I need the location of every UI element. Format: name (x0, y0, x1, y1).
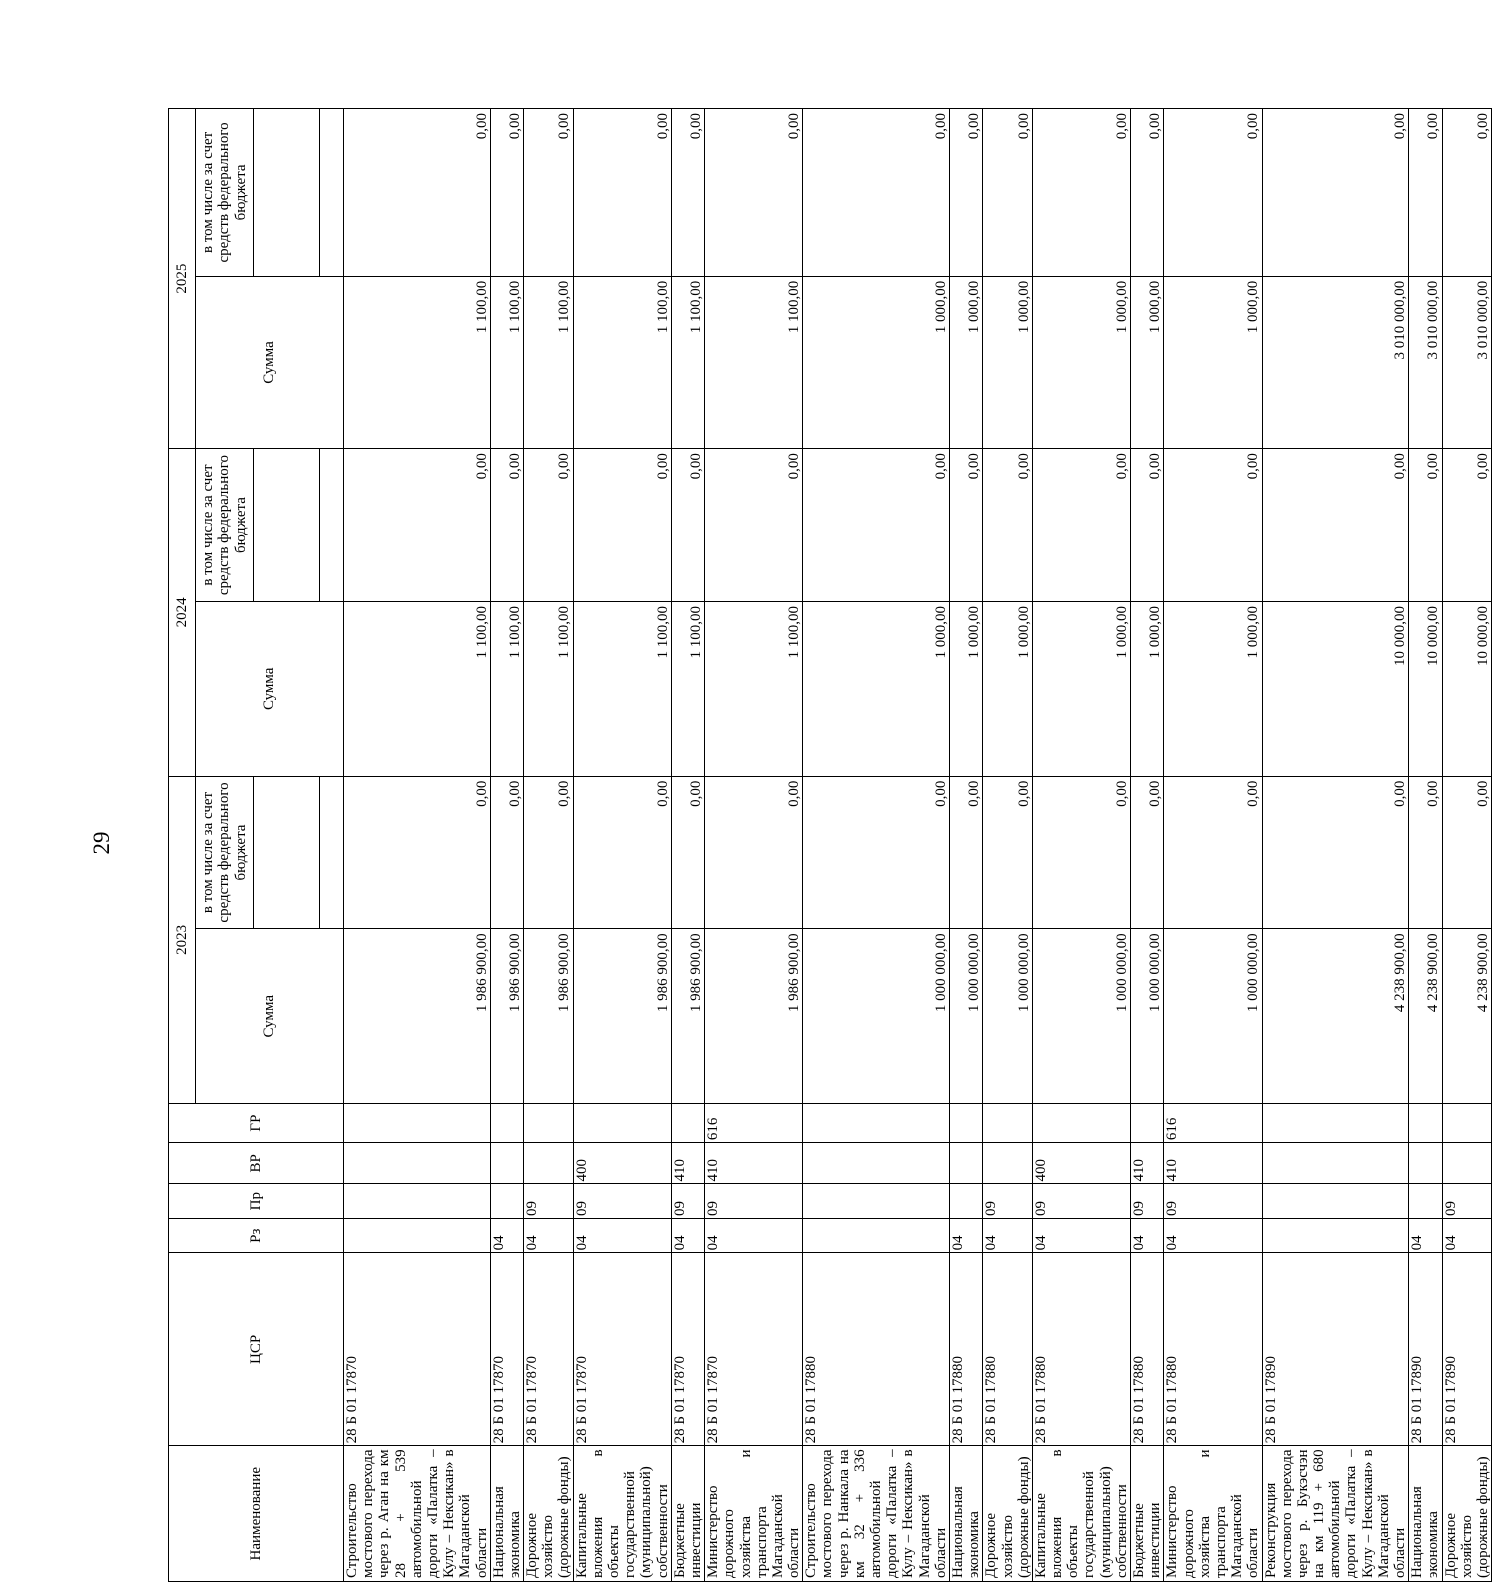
row-sum-2025: 1 100,00 (490, 276, 523, 448)
row-sum-2023: 1 986 900,00 (524, 929, 574, 1104)
row-pr: 09 (705, 1184, 803, 1218)
row-rz (803, 1218, 950, 1252)
row-rz: 04 (573, 1218, 671, 1252)
table-row (705, 109, 803, 1582)
row-name: Бюджетные инвестиции (671, 1446, 704, 1582)
row-federal-2024: 0,00 (671, 449, 704, 602)
row-federal-2024: 0,00 (490, 449, 523, 602)
row-federal-2025: 0,00 (1131, 109, 1164, 277)
row-vr (949, 1143, 982, 1184)
row-sum-2025: 1 100,00 (344, 276, 491, 448)
table-row (344, 109, 491, 1582)
row-federal-2024: 0,00 (803, 449, 950, 602)
row-name: Национальная экономика (1409, 1446, 1442, 1582)
row-vr (490, 1143, 523, 1184)
row-pr: 09 (524, 1184, 574, 1218)
table-row (949, 109, 982, 1582)
row-sum-2023: 1 986 900,00 (344, 929, 491, 1104)
table-row (803, 109, 950, 1582)
row-name: Капитальные вложения в объекты государственной (муниципальной) собственности (573, 1446, 671, 1582)
row-federal-2024: 0,00 (705, 449, 803, 602)
header-pr: Пр (169, 1184, 344, 1218)
row-sum-2024: 1 100,00 (524, 601, 574, 776)
header-rz: Рз (169, 1218, 344, 1252)
row-federal-2024: 0,00 (1164, 449, 1262, 602)
row-sum-2023: 1 000 000,00 (983, 929, 1033, 1104)
row-rz: 04 (1164, 1218, 1262, 1252)
row-pr: 09 (573, 1184, 671, 1218)
row-federal-2023: 0,00 (524, 776, 574, 929)
row-pr (803, 1184, 950, 1218)
row-federal-2023: 0,00 (949, 776, 982, 929)
row-sum-2024: 1 000,00 (983, 601, 1033, 776)
header-sum: Сумма (196, 276, 344, 448)
row-pr (949, 1184, 982, 1218)
row-sum-2025: 1 100,00 (705, 276, 803, 448)
row-federal-2024: 0,00 (524, 449, 574, 602)
row-federal-2025: 0,00 (490, 109, 523, 277)
row-rz: 04 (705, 1218, 803, 1252)
table-row (490, 109, 523, 1582)
row-vr (803, 1143, 950, 1184)
row-federal-2025: 0,00 (705, 109, 803, 277)
table-row (671, 109, 704, 1582)
row-csr: 28 Б 01 17870 (671, 1253, 704, 1446)
row-csr: 28 Б 01 17880 (1164, 1253, 1262, 1446)
row-sum-2023: 1 986 900,00 (490, 929, 523, 1104)
row-sum-2024: 10 000,00 (1442, 601, 1492, 776)
row-sum-2024: 1 000,00 (1032, 601, 1130, 776)
row-federal-2025: 0,00 (983, 109, 1033, 277)
row-gr (1032, 1104, 1130, 1143)
row-name: Министерство дорожного хозяйства и транспорта Магаданской области (705, 1446, 803, 1582)
row-sum-2025: 3 010 000,00 (1409, 276, 1442, 448)
row-federal-2023: 0,00 (1442, 776, 1492, 929)
row-gr (949, 1104, 982, 1143)
row-federal-2025: 0,00 (1442, 109, 1492, 277)
row-vr (1409, 1143, 1442, 1184)
row-rz: 04 (1131, 1218, 1164, 1252)
row-rz: 04 (1032, 1218, 1130, 1252)
row-pr: 09 (1131, 1184, 1164, 1218)
row-federal-2025: 0,00 (1164, 109, 1262, 277)
row-vr: 400 (573, 1143, 671, 1184)
row-csr: 28 Б 01 17870 (705, 1253, 803, 1446)
header-federal-spacer (320, 449, 344, 602)
row-pr: 09 (983, 1184, 1033, 1218)
header-vr: ВР (169, 1143, 344, 1184)
header-year-2023: 2023 (169, 776, 196, 1103)
row-gr (1442, 1104, 1492, 1143)
row-vr (983, 1143, 1033, 1184)
row-federal-2023: 0,00 (1262, 776, 1409, 929)
row-sum-2023: 1 986 900,00 (705, 929, 803, 1104)
row-sum-2025: 3 010 000,00 (1442, 276, 1492, 448)
row-federal-2025: 0,00 (803, 109, 950, 277)
row-federal-2023: 0,00 (344, 776, 491, 929)
table-row (1262, 109, 1409, 1582)
row-gr (573, 1104, 671, 1143)
row-federal-2025: 0,00 (671, 109, 704, 277)
row-name: Строительство мостового перехода через р. Нанкала на км 32 + 336 автомобильной дороги «Палатка – Кулу – Нексикан» в Магаданской области (803, 1446, 950, 1582)
table-row (1442, 109, 1492, 1582)
row-vr (344, 1143, 491, 1184)
row-name: Реконструкция мостового перехода через р. Букэсчэн на км 119 + 680 автомобильной дороги «Палатка – Кулу – Нексикан» в Магаданской области (1262, 1446, 1409, 1582)
header-federal-spacer (254, 109, 320, 277)
row-gr (803, 1104, 950, 1143)
row-federal-2025: 0,00 (1032, 109, 1130, 277)
row-rz (1262, 1218, 1409, 1252)
row-federal-2023: 0,00 (490, 776, 523, 929)
row-sum-2025: 1 000,00 (949, 276, 982, 448)
row-gr: 616 (1164, 1104, 1262, 1143)
table-row (1032, 109, 1130, 1582)
row-pr (344, 1184, 491, 1218)
row-sum-2023: 1 000 000,00 (1164, 929, 1262, 1104)
row-federal-2023: 0,00 (1164, 776, 1262, 929)
row-vr: 410 (1164, 1143, 1262, 1184)
row-csr: 28 Б 01 17890 (1442, 1253, 1492, 1446)
row-name: Министерство дорожного хозяйства и транспорта Магаданской области (1164, 1446, 1262, 1582)
row-sum-2025: 1 000,00 (1032, 276, 1130, 448)
table-row (983, 109, 1033, 1582)
row-csr: 28 Б 01 17880 (1032, 1253, 1130, 1446)
row-federal-2025: 0,00 (524, 109, 574, 277)
row-csr: 28 Б 01 17890 (1262, 1253, 1409, 1446)
row-gr (983, 1104, 1033, 1143)
header-federal-spacer (320, 776, 344, 929)
row-sum-2024: 1 100,00 (573, 601, 671, 776)
row-csr: 28 Б 01 17870 (344, 1253, 491, 1446)
header-federal-spacer (254, 776, 320, 929)
row-sum-2023: 1 000 000,00 (1131, 929, 1164, 1104)
row-federal-2024: 0,00 (573, 449, 671, 602)
row-vr (524, 1143, 574, 1184)
row-name: Национальная экономика (490, 1446, 523, 1582)
row-federal-2024: 0,00 (1409, 449, 1442, 602)
row-sum-2025: 1 100,00 (671, 276, 704, 448)
row-federal-2024: 0,00 (1262, 449, 1409, 602)
row-vr: 400 (1032, 1143, 1130, 1184)
row-rz: 04 (524, 1218, 574, 1252)
row-csr: 28 Б 01 17870 (573, 1253, 671, 1446)
row-federal-2023: 0,00 (983, 776, 1033, 929)
row-sum-2024: 10 000,00 (1409, 601, 1442, 776)
row-name: Бюджетные инвестиции (1131, 1446, 1164, 1582)
row-federal-2023: 0,00 (573, 776, 671, 929)
row-federal-2024: 0,00 (949, 449, 982, 602)
row-pr (1262, 1184, 1409, 1218)
row-vr: 410 (1131, 1143, 1164, 1184)
row-federal-2025: 0,00 (1262, 109, 1409, 277)
row-gr (1409, 1104, 1442, 1143)
row-sum-2023: 4 238 900,00 (1409, 929, 1442, 1104)
row-federal-2024: 0,00 (1131, 449, 1164, 602)
row-sum-2024: 1 100,00 (344, 601, 491, 776)
row-federal-2023: 0,00 (671, 776, 704, 929)
row-sum-2025: 3 010 000,00 (1262, 276, 1409, 448)
row-gr (671, 1104, 704, 1143)
row-sum-2025: 1 100,00 (524, 276, 574, 448)
row-vr (1442, 1143, 1492, 1184)
row-sum-2024: 1 000,00 (1131, 601, 1164, 776)
row-sum-2024: 1 100,00 (490, 601, 523, 776)
row-sum-2025: 1 000,00 (1131, 276, 1164, 448)
row-sum-2024: 10 000,00 (1262, 601, 1409, 776)
row-name: Строительство мостового перехода через р. Аган на км 28 + 539 автомобильной дороги «Палатка – Кулу – Нексикан» в Магаданской области (344, 1446, 491, 1582)
header-gr: ГР (169, 1104, 344, 1143)
row-sum-2025: 1 100,00 (573, 276, 671, 448)
row-csr: 28 Б 01 17880 (803, 1253, 950, 1446)
row-gr (344, 1104, 491, 1143)
header-federal-spacer (254, 449, 320, 602)
header-csr: ЦСР (169, 1253, 344, 1446)
row-federal-2025: 0,00 (949, 109, 982, 277)
header-sum: Сумма (196, 601, 344, 776)
row-federal-2024: 0,00 (344, 449, 491, 602)
row-federal-2024: 0,00 (1032, 449, 1130, 602)
row-sum-2024: 1 100,00 (705, 601, 803, 776)
row-pr: 09 (1442, 1184, 1492, 1218)
header-federal: в том числе за счет средств федерального бюджета (196, 776, 254, 929)
row-sum-2024: 1 000,00 (1164, 601, 1262, 776)
row-sum-2024: 1 000,00 (949, 601, 982, 776)
row-sum-2023: 1 000 000,00 (949, 929, 982, 1104)
row-federal-2023: 0,00 (1409, 776, 1442, 929)
row-pr (1409, 1184, 1442, 1218)
row-sum-2023: 1 000 000,00 (1032, 929, 1130, 1104)
row-csr: 28 Б 01 17880 (983, 1253, 1033, 1446)
row-name: Дорожное хозяйство (дорожные фонды) (1442, 1446, 1492, 1582)
row-csr: 28 Б 01 17870 (490, 1253, 523, 1446)
row-vr: 410 (671, 1143, 704, 1184)
row-gr (524, 1104, 574, 1143)
row-csr: 28 Б 01 17880 (949, 1253, 982, 1446)
row-name: Капитальные вложения в объекты государственной (муниципальной) собственности (1032, 1446, 1130, 1582)
row-name: Дорожное хозяйство (дорожные фонды) (983, 1446, 1033, 1582)
row-sum-2025: 1 000,00 (1164, 276, 1262, 448)
header-year-2025: 2025 (169, 109, 196, 449)
row-federal-2023: 0,00 (1032, 776, 1130, 929)
table-row (573, 109, 671, 1582)
row-vr: 410 (705, 1143, 803, 1184)
row-federal-2025: 0,00 (344, 109, 491, 277)
row-federal-2025: 0,00 (573, 109, 671, 277)
header-sum: Сумма (196, 929, 344, 1104)
row-rz: 04 (983, 1218, 1033, 1252)
row-gr (490, 1104, 523, 1143)
row-pr: 09 (1164, 1184, 1262, 1218)
table-body (344, 109, 1492, 1582)
table-row (1164, 109, 1262, 1582)
row-sum-2024: 1 000,00 (803, 601, 950, 776)
row-vr (1262, 1143, 1409, 1184)
budget-table-container (168, 108, 1491, 1582)
row-federal-2025: 0,00 (1409, 109, 1442, 277)
row-federal-2023: 0,00 (705, 776, 803, 929)
table-row (1409, 109, 1442, 1582)
row-sum-2023: 4 238 900,00 (1262, 929, 1409, 1104)
row-csr: 28 Б 01 17890 (1409, 1253, 1442, 1446)
row-rz: 04 (1409, 1218, 1442, 1252)
header-year-2024: 2024 (169, 449, 196, 776)
table-row (1131, 109, 1164, 1582)
row-rz: 04 (490, 1218, 523, 1252)
row-sum-2023: 1 986 900,00 (573, 929, 671, 1104)
row-sum-2024: 1 100,00 (671, 601, 704, 776)
row-pr: 09 (1032, 1184, 1130, 1218)
header-federal: в том числе за счет средств федерального бюджета (196, 449, 254, 602)
row-rz: 04 (1442, 1218, 1492, 1252)
row-csr: 28 Б 01 17870 (524, 1253, 574, 1446)
row-name: Дорожное хозяйство (дорожные фонды) (524, 1446, 574, 1582)
row-pr (490, 1184, 523, 1218)
row-rz: 04 (671, 1218, 704, 1252)
budget-table (168, 108, 1492, 1582)
row-csr: 28 Б 01 17880 (1131, 1253, 1164, 1446)
row-gr (1262, 1104, 1409, 1143)
row-sum-2025: 1 000,00 (983, 276, 1033, 448)
row-gr (1131, 1104, 1164, 1143)
header-federal-spacer (320, 109, 344, 277)
row-gr: 616 (705, 1104, 803, 1143)
row-rz: 04 (949, 1218, 982, 1252)
header-row-years (169, 109, 196, 1582)
row-rz (344, 1218, 491, 1252)
row-name: Национальная экономика (949, 1446, 982, 1582)
row-pr: 09 (671, 1184, 704, 1218)
row-federal-2023: 0,00 (803, 776, 950, 929)
page-number: 29 (89, 831, 114, 855)
header-name: Наименование (169, 1446, 344, 1582)
row-sum-2023: 4 238 900,00 (1442, 929, 1492, 1104)
header-federal: в том числе за счет средств федерального бюджета (196, 109, 254, 277)
row-sum-2025: 1 000,00 (803, 276, 950, 448)
row-federal-2023: 0,00 (1131, 776, 1164, 929)
row-sum-2023: 1 986 900,00 (671, 929, 704, 1104)
row-federal-2024: 0,00 (1442, 449, 1492, 602)
row-sum-2023: 1 000 000,00 (803, 929, 950, 1104)
table-row (524, 109, 574, 1582)
row-federal-2024: 0,00 (983, 449, 1033, 602)
